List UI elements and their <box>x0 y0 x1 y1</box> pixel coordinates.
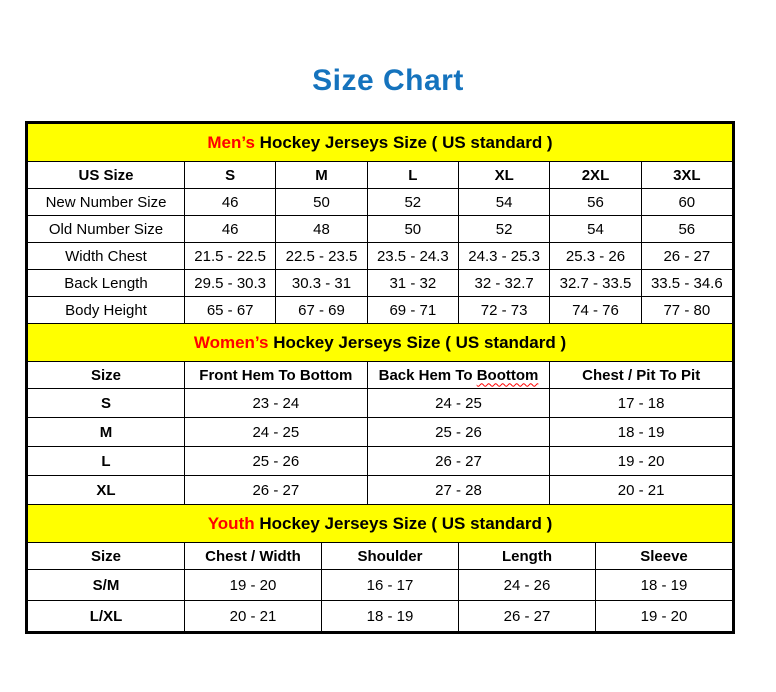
column-header: US Size <box>28 162 185 189</box>
size-value-cell: 23 - 24 <box>185 389 368 418</box>
size-value-cell: 48 <box>276 216 367 243</box>
size-value-cell: 26 - 27 <box>459 601 596 632</box>
row-label: Back Length <box>28 270 185 297</box>
size-value-cell: 24.3 - 25.3 <box>458 243 549 270</box>
table-row <box>28 389 733 418</box>
size-value-cell: 52 <box>458 216 549 243</box>
size-value-cell: 33.5 - 34.6 <box>641 270 732 297</box>
youth-section-title-text: Hockey Jerseys Size ( US standard ) <box>259 513 553 533</box>
size-value-cell: 56 <box>550 189 641 216</box>
size-value-cell: 54 <box>458 189 549 216</box>
size-value-cell: 24 - 25 <box>185 418 368 447</box>
size-chart <box>25 121 735 634</box>
size-value-cell: 72 - 73 <box>458 297 549 324</box>
table-row <box>28 570 733 601</box>
size-value-cell: 50 <box>367 216 458 243</box>
column-header: Length <box>459 543 596 570</box>
size-value-cell: 77 - 80 <box>641 297 732 324</box>
size-value-cell: 32.7 - 33.5 <box>550 270 641 297</box>
size-value-cell: 26 - 27 <box>367 447 550 476</box>
size-value-cell: 50 <box>276 189 367 216</box>
column-header-misspelled <box>367 362 550 389</box>
size-value-cell: 20 - 21 <box>550 476 733 505</box>
mens-header-row <box>28 162 733 189</box>
size-value-cell: 24 - 25 <box>367 389 550 418</box>
size-value-cell: 25.3 - 26 <box>550 243 641 270</box>
size-value-cell: 46 <box>185 216 276 243</box>
mens-size-table <box>27 123 733 324</box>
mens-section-header-cell <box>28 124 733 162</box>
size-value-cell: 21.5 - 22.5 <box>185 243 276 270</box>
column-header: 3XL <box>641 162 732 189</box>
table-row <box>28 297 733 324</box>
column-header: Size <box>28 362 185 389</box>
size-value-cell: 60 <box>641 189 732 216</box>
womens-header-row <box>28 362 733 389</box>
womens-size-table <box>27 323 733 505</box>
womens-section-accent: Women’s <box>193 332 269 352</box>
size-value-cell: 29.5 - 30.3 <box>185 270 276 297</box>
table-row <box>28 216 733 243</box>
size-value-cell: 25 - 26 <box>185 447 368 476</box>
youth-section-accent: Youth <box>207 513 255 533</box>
mens-section-header <box>28 124 733 162</box>
table-row <box>28 476 733 505</box>
column-header: Sleeve <box>596 543 733 570</box>
row-label: Old Number Size <box>28 216 185 243</box>
column-header: Chest / Width <box>185 543 322 570</box>
row-label: S <box>28 389 185 418</box>
youth-header-row <box>28 543 733 570</box>
column-header-text: Back Hem To <box>378 366 473 384</box>
womens-section-header-cell <box>28 324 733 362</box>
size-value-cell: 32 - 32.7 <box>458 270 549 297</box>
size-value-cell: 22.5 - 23.5 <box>276 243 367 270</box>
size-value-cell: 26 - 27 <box>641 243 732 270</box>
column-header: L <box>367 162 458 189</box>
size-value-cell: 25 - 26 <box>367 418 550 447</box>
column-header: Front Hem To Bottom <box>185 362 368 389</box>
womens-section-header <box>28 324 733 362</box>
youth-section-header <box>28 505 733 543</box>
size-value-cell: 19 - 20 <box>596 601 733 632</box>
size-value-cell: 19 - 20 <box>185 570 322 601</box>
size-value-cell: 56 <box>641 216 732 243</box>
row-label: L <box>28 447 185 476</box>
youth-section-header-cell <box>28 505 733 543</box>
size-value-cell: 20 - 21 <box>185 601 322 632</box>
row-label: Width Chest <box>28 243 185 270</box>
row-label: S/M <box>28 570 185 601</box>
size-value-cell: 18 - 19 <box>322 601 459 632</box>
column-header: Size <box>28 543 185 570</box>
youth-size-table <box>27 504 733 632</box>
size-value-cell: 18 - 19 <box>550 418 733 447</box>
size-value-cell: 19 - 20 <box>550 447 733 476</box>
size-value-cell: 74 - 76 <box>550 297 641 324</box>
spellcheck-underlined-word: Boottom <box>476 366 539 384</box>
size-value-cell: 18 - 19 <box>596 570 733 601</box>
size-value-cell: 46 <box>185 189 276 216</box>
column-header: 2XL <box>550 162 641 189</box>
mens-section-title-text: Hockey Jerseys Size ( US standard ) <box>259 132 553 152</box>
row-label: Body Height <box>28 297 185 324</box>
row-label: L/XL <box>28 601 185 632</box>
row-label: New Number Size <box>28 189 185 216</box>
column-header: Chest / Pit To Pit <box>550 362 733 389</box>
table-row <box>28 243 733 270</box>
mens-section-accent: Men’s <box>207 132 255 152</box>
size-value-cell: 69 - 71 <box>367 297 458 324</box>
column-header: S <box>185 162 276 189</box>
size-value-cell: 26 - 27 <box>185 476 368 505</box>
column-header: M <box>276 162 367 189</box>
title-bar <box>0 0 776 97</box>
table-row <box>28 189 733 216</box>
womens-section-title-text: Hockey Jerseys Size ( US standard ) <box>273 332 567 352</box>
size-value-cell: 16 - 17 <box>322 570 459 601</box>
table-row <box>28 447 733 476</box>
size-value-cell: 30.3 - 31 <box>276 270 367 297</box>
size-value-cell: 31 - 32 <box>367 270 458 297</box>
row-label: M <box>28 418 185 447</box>
size-value-cell: 67 - 69 <box>276 297 367 324</box>
row-label: XL <box>28 476 185 505</box>
size-value-cell: 54 <box>550 216 641 243</box>
table-row <box>28 270 733 297</box>
table-row <box>28 601 733 632</box>
page-title: Size Chart <box>312 64 464 97</box>
size-value-cell: 52 <box>367 189 458 216</box>
size-value-cell: 65 - 67 <box>185 297 276 324</box>
size-value-cell: 24 - 26 <box>459 570 596 601</box>
size-value-cell: 27 - 28 <box>367 476 550 505</box>
size-value-cell: 23.5 - 24.3 <box>367 243 458 270</box>
column-header: XL <box>458 162 549 189</box>
column-header: Shoulder <box>322 543 459 570</box>
size-value-cell: 17 - 18 <box>550 389 733 418</box>
table-row <box>28 418 733 447</box>
